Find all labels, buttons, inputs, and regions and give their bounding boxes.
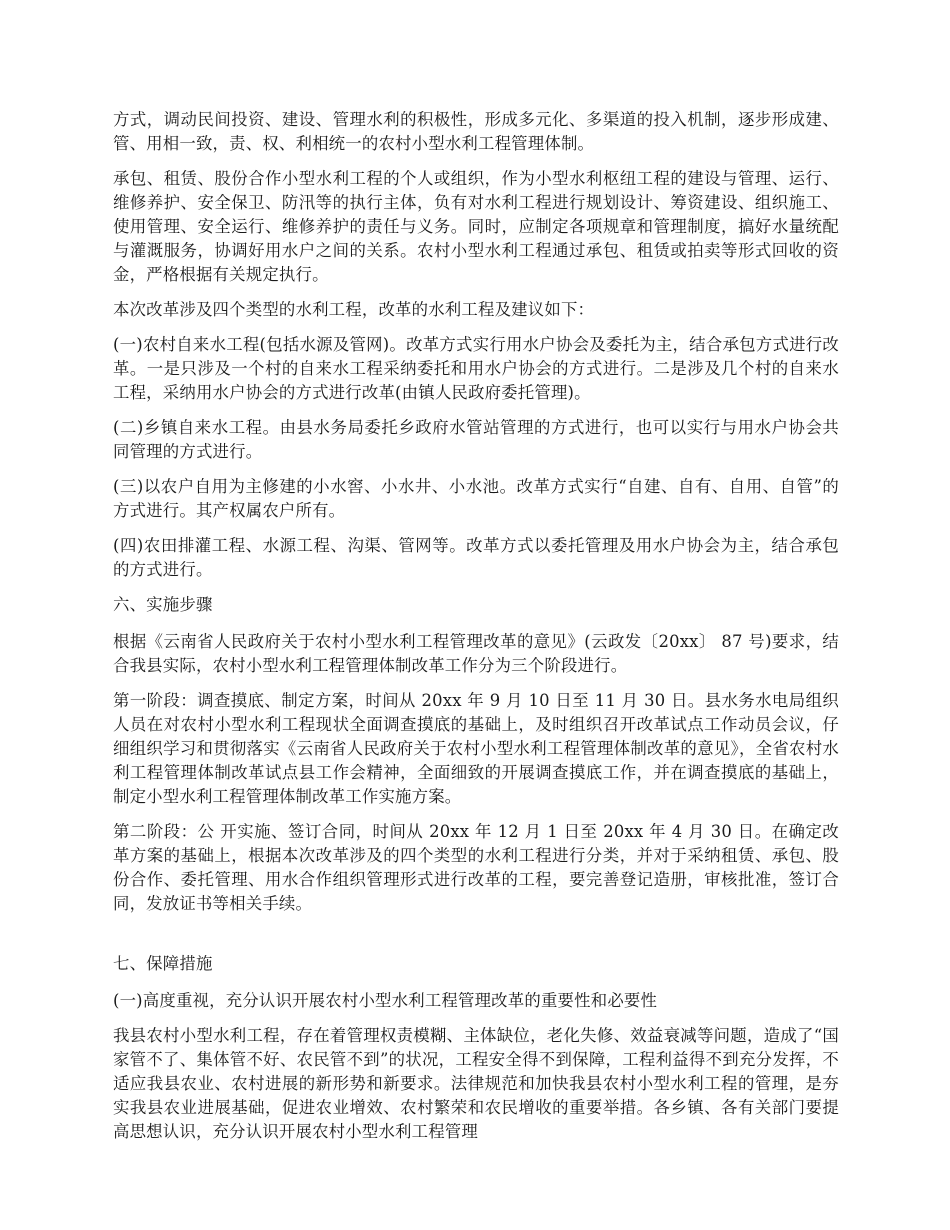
section-heading-implementation: 六、实施步骤 [113, 595, 213, 614]
document-body [113, 108, 839, 1155]
paragraph-stage-one: 第一阶段：调查摸底、制定方案，时间从 20xx 年 9 月 10 日至 11 月 30 日。县水务水电局组织人员在对农村小型水利工程现状全面调查摸底的基础上，及时组织召开改革试点工作动员会议，仔细组织学习和贯彻落实《云南省人民政府关于农村小型水利工程管理体制改革的意见》，全省农村水利工程管理体制改革试点县工作会精神，全面细致的开展调查摸底工作，并在调查摸底的基础上，制定小型水利工程管理体制改革工作实施方案。 [113, 691, 839, 806]
paragraph-current-problems: 我县农村小型水利工程，存在着管理权责模糊、主体缺位，老化失修、效益衰减等问题，造成了“国家管不了、集体管不好、农民管不到”的状况，工程安全得不到保障，工程利益得不到充分发挥，不适应我县农业、农村进展的新形势和新要求。法律规范和加快我县农村小型水利工程的管理，是夯实我县农业进展基础，促进农业增效、农村繁荣和农民增收的重要举措。各乡镇、各有关部门要提高思想认识，充分认识开展农村小型水利工程管理 [113, 1026, 839, 1141]
paragraph-stage-two: 第二阶段：公 开实施、签订合同，时间从 20xx 年 12 月 1 日至 20xx 年 4 月 30 日。在确定改革方案的基础上，根据本次改革涉及的四个类型的水利工程进行分类，并对于采纳租赁、承包、股份合作、委托管理、用水合作组织管理形式进行改革的工程，要完善登记造册，审核批准，签订合同，发放证书等相关手续。 [113, 822, 839, 913]
paragraph-implementation-basis: 根据《云南省人民政府关于农村小型水利工程管理改革的意见》(云政发〔20xx〕 87 号)要求，结合我县实际，农村小型水利工程管理体制改革工作分为三个阶段进行。 [113, 632, 839, 675]
paragraph-investment-mechanism: 方式，调动民间投资、建设、管理水利的积极性，形成多元化、多渠道的投入机制，逐步形成建、管、用相一致，责、权、利相统一的农村小型水利工程管理体制。 [113, 110, 839, 153]
subheading-attention-importance: (一)高度重视，充分认识开展农村小型水利工程管理改革的重要性和必要性 [113, 991, 658, 1010]
paragraph-item-1-rural-water: (一)农村自来水工程(包括水源及管网)。改革方式实行用水户协会及委托为主，结合承包方式进行改革。一是只涉及一个村的自来水工程采纳委托和用水户协会的方式进行。二是涉及几个村的自来水工程，采纳用水户协会的方式进行改革(由镇人民政府委托管理)。 [113, 335, 839, 402]
paragraph-item-3-household-water: (三)以农户自用为主修建的小水窖、小水井、小水池。改革方式实行“自建、自有、自用、自管”的方式进行。其产权属农户所有。 [113, 477, 839, 520]
paragraph-item-2-township-water: (二)乡镇自来水工程。由县水务局委托乡政府水管站管理的方式进行，也可以实行与用水户协会共同管理的方式进行。 [113, 418, 839, 461]
paragraph-item-4-irrigation: (四)农田排灌工程、水源工程、沟渠、管网等。改革方式以委托管理及用水户协会为主，结合承包的方式进行。 [113, 536, 839, 579]
paragraph-reform-types-intro: 本次改革涉及四个类型的水利工程，改革的水利工程及建议如下： [113, 300, 595, 319]
paragraph-contract-responsibilities: 承包、租赁、股份合作小型水利工程的个人或组织，作为小型水利枢纽工程的建设与管理、运行、维修养护、安全保卫、防汛等的执行主体，负有对水利工程进行规划设计、筹资建设、组织施工、使用管理、安全运行、维修养护的责任与义务。同时，应制定各项规章和管理制度，搞好水量统配与灌溉服务，协调好用水户之间的关系。农村小型水利工程通过承包、租赁或拍卖等形式回收的资金，严格根据有关规定执行。 [113, 169, 839, 284]
section-heading-safeguards: 七、保障措施 [113, 954, 213, 973]
